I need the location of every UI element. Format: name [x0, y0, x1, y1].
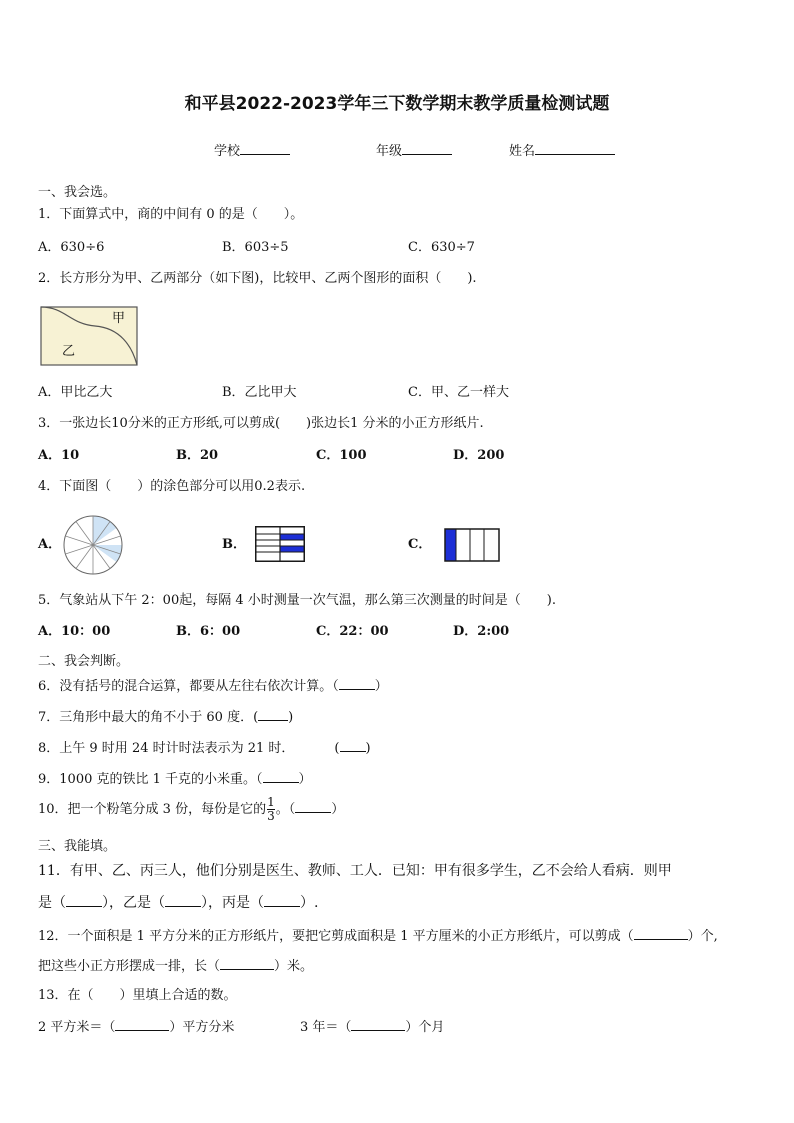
q9-stem: 9．1000 克的铁比 1 千克的小米重。	[38, 772, 257, 787]
grade-label: 年级	[376, 144, 403, 159]
q4-circle-figure	[63, 515, 123, 575]
q13-part-1: 2 平方米＝（ ）平方分米	[38, 1017, 234, 1037]
question-13-stem: 13．在（ ）里填上合适的数。	[38, 988, 237, 1003]
q10-fraction: $\frac{1}{3}$	[267, 795, 275, 823]
q6-answer-blank[interactable]	[339, 676, 375, 690]
q2-label-yi: 乙	[62, 344, 76, 359]
question-12-line2: 把这些小正方形摆成一排，长（ ）米。	[38, 956, 313, 976]
name-label: 姓名	[509, 144, 536, 159]
question-1-stem: 1．下面算式中，商的中间有 0 的是（ ）。	[38, 207, 304, 222]
question-5-stem: 5．气象站从下午 2：00起，每隔 4 小时测量一次气温，那么第三次测量的时间是（ ).	[38, 593, 556, 608]
q13-blank-months[interactable]	[351, 1017, 405, 1031]
q13-part-2: 3 年＝（ ）个月	[300, 1017, 444, 1037]
q5-option-d[interactable]: D．2:00	[453, 624, 510, 639]
q2-option-a[interactable]: A．甲比乙大	[38, 385, 113, 400]
q1-option-a[interactable]: A．630÷6	[38, 240, 105, 255]
q4-bar-figure	[444, 528, 500, 562]
q5-option-a[interactable]: A．10：00	[38, 624, 111, 639]
school-label: 学校	[214, 144, 241, 159]
q11-blank-yi[interactable]	[165, 893, 201, 907]
school-field[interactable]	[214, 141, 290, 161]
section-heading-1: 一、我会选。	[38, 185, 117, 200]
page-title: 和平县2022-2023学年三下数学期末教学质量检测试题	[184, 94, 610, 114]
q4-option-a[interactable]: A．	[38, 537, 62, 552]
q3-option-d[interactable]: D．200	[453, 448, 505, 463]
q3-option-b[interactable]: B．20	[176, 448, 219, 463]
q4-option-c[interactable]: C．	[408, 537, 432, 552]
q12-blank-length[interactable]	[220, 956, 274, 970]
q1-option-c[interactable]: C．630÷7	[408, 240, 475, 255]
q6-stem: 6．没有括号的混合运算，都要从左往右依次计算。	[38, 679, 333, 694]
question-10: 10．把一个粉笔分成 3 份，每份是它的 $\frac{1}{3}$ 。（ ）	[38, 795, 345, 823]
q1-option-b[interactable]: B．603÷5	[222, 240, 289, 255]
q10-answer-blank[interactable]	[295, 799, 331, 813]
q13-blank-sq-dm[interactable]	[115, 1017, 169, 1031]
q7-stem: 7．三角形中最大的角不小于 60 度．	[38, 710, 254, 725]
question-2-stem: 2．长方形分为甲、乙两部分（如下图)，比较甲、乙两个图形的面积（ ).	[38, 271, 477, 286]
question-11-line1: 11．有甲、乙、丙三人，他们分别是医生、教师、工人．已知：甲有很多学生，乙不会给人看病．则甲	[38, 863, 672, 879]
question-12-line1: 12．一个面积是 1 平方分米的正方形纸片，要把它剪成面积是 1 平方厘米的小正方形纸片，可以剪成（ ）个,	[38, 926, 718, 946]
q8-stem: 8．上午 9 时用 24 时计时法表示为 21 时．	[38, 741, 295, 756]
question-3-stem: 3．一张边长10分米的正方形纸,可以剪成( )张边长1 分米的小正方形纸片.	[38, 416, 484, 431]
q7-answer-blank[interactable]	[258, 707, 288, 721]
q2-option-b[interactable]: B．乙比甲大	[222, 385, 297, 400]
q5-option-b[interactable]: B．6：00	[176, 624, 241, 639]
question-8: 8．上午 9 时用 24 时计时法表示为 21 时． ( )	[38, 738, 371, 758]
name-field[interactable]	[509, 141, 615, 161]
q11-blank-jia[interactable]	[66, 893, 102, 907]
q2-label-jia: 甲	[112, 311, 126, 326]
q10-stem: 10．把一个粉笔分成 3 份，每份是它的	[38, 802, 267, 817]
section-heading-2: 二、我会判断。	[38, 654, 130, 669]
q2-option-c[interactable]: C．甲、乙一样大	[408, 385, 509, 400]
question-11-line2: 是（ ），乙是（ ），丙是（ ）.	[38, 895, 319, 911]
q9-answer-blank[interactable]	[263, 769, 299, 783]
q8-answer-blank[interactable]	[340, 738, 366, 752]
question-9: 9．1000 克的铁比 1 千克的小米重。（ ）	[38, 769, 312, 789]
q12-blank-count[interactable]	[634, 926, 688, 940]
q11-blank-bing[interactable]	[264, 893, 300, 907]
question-4-stem: 4．下面图（ ）的涂色部分可以用0.2表示.	[38, 479, 306, 494]
q5-option-c[interactable]: C．22：00	[316, 624, 389, 639]
q4-grid-figure	[255, 526, 305, 562]
q3-option-c[interactable]: C．100	[316, 448, 367, 463]
section-heading-3: 三、我能填。	[38, 839, 117, 854]
question-6: 6．没有括号的混合运算，都要从左往右依次计算。（ ）	[38, 676, 388, 696]
q3-option-a[interactable]: A．10	[38, 448, 80, 463]
q4-option-b[interactable]: B．	[222, 537, 246, 552]
question-7: 7．三角形中最大的角不小于 60 度．( )	[38, 707, 293, 727]
grade-field[interactable]	[376, 141, 452, 161]
